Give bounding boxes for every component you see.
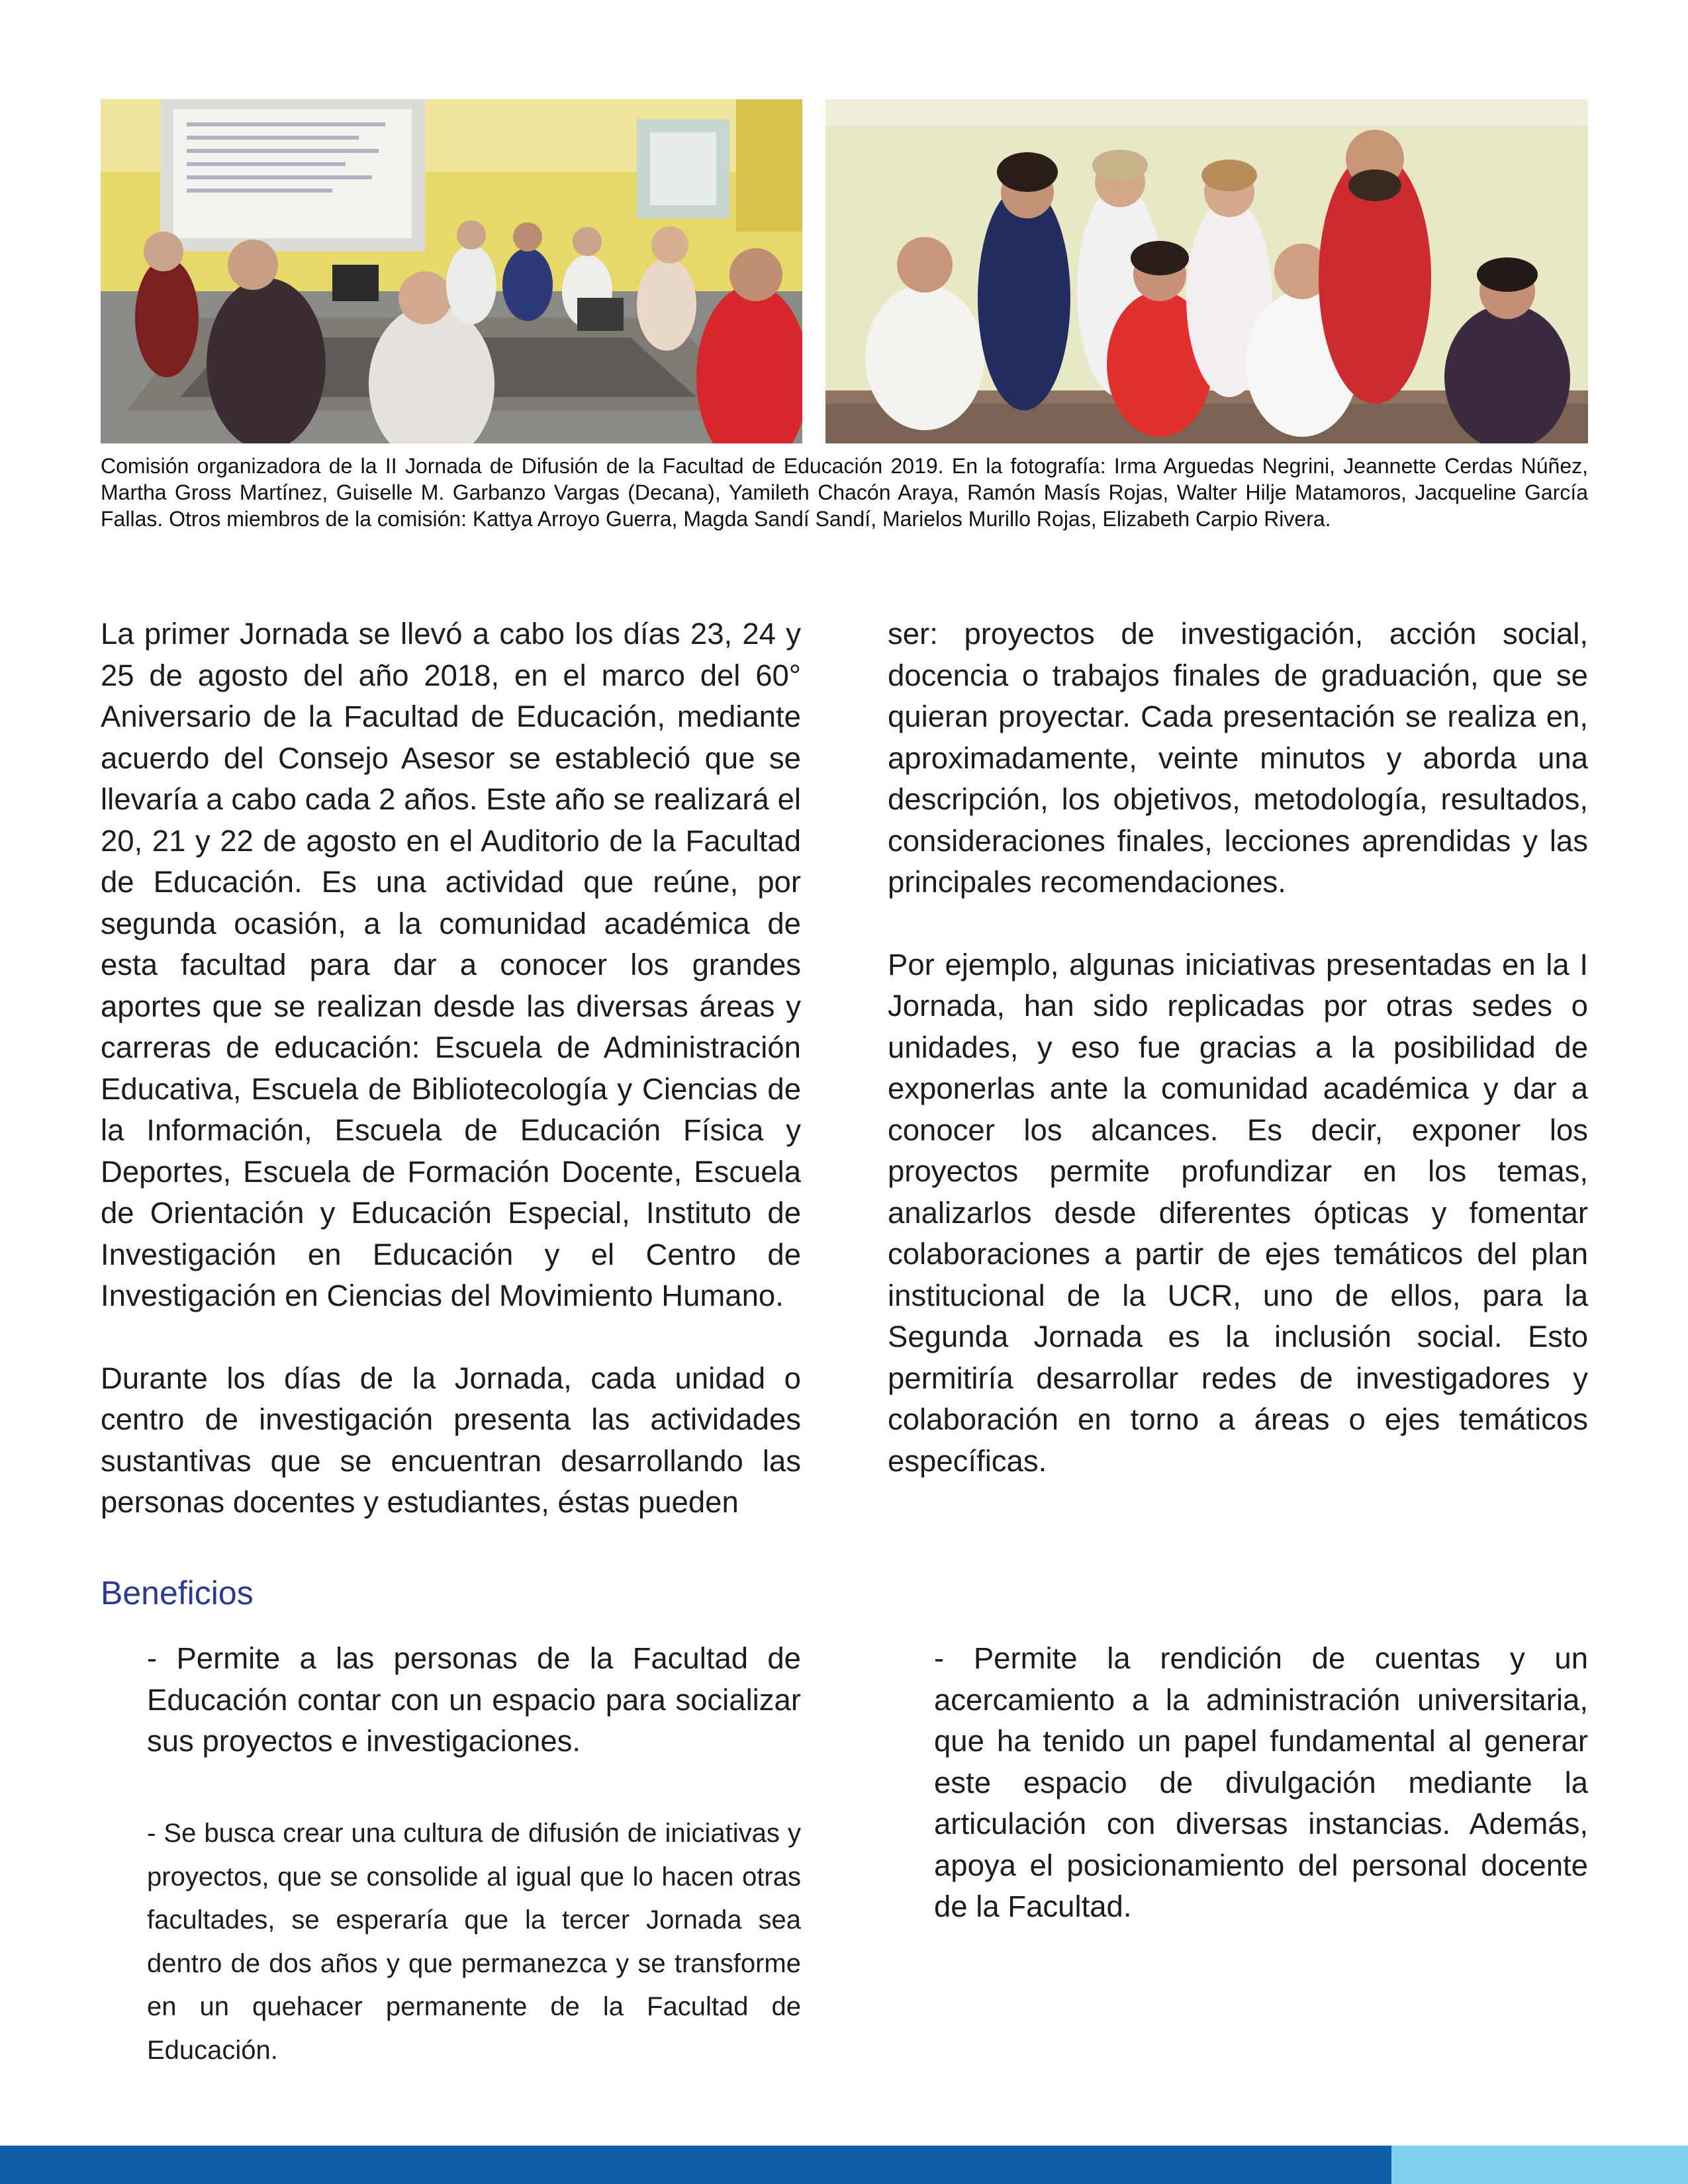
- meeting-room-photo: [101, 99, 802, 443]
- paragraph-projects: ser: proyectos de investigación, acción social, docencia o trabajos finales de graduación, que se quieran proyectar. Cada presentación se realiza en, aproximadamente, veinte minutos y aborda una descripción, los objetivos, metodología, resultados, consideraciones finales, lecciones aprendidas y las principales recomendaciones.: [888, 617, 1588, 899]
- left-column: [101, 614, 801, 1565]
- paragraph-during-jornada: Durante los días de la Jornada, cada unidad o centro de investigación presenta las actividades sustantivas que se encuentran desarrollando las personas docentes y estudiantes, éstas pueden: [101, 1361, 801, 1519]
- group-portrait-image: [825, 99, 1588, 443]
- paragraph-first-jornada: La primer Jornada se llevó a cabo los días 23, 24 y 25 de agosto del año 2018, en el marco del 60° Aniversario de la Facultad de Educación, mediante acuerdo del Consejo Asesor se estableció que se llevaría a cabo cada 2 años. Este año se realizará el 20, 21 y 22 de agosto en el Auditorio de la Facultad de Educación. Es una actividad que reúne, por segunda ocasión, a la comunidad académica de esta facultad para dar a conocer los grandes aportes que se realizan desde las diversas áreas y carreras de educación: Escuela de Administración Educativa, Escuela de Bibliotecología y Ciencias de la Información, Escuela de Educación Física y Deportes, Escuela de Formación Docente, Escuela de Orientación y Educación Especial, Instituto de Investigación en Educación y el Centro de Investigación en Ciencias del Movimiento Humano.: [101, 617, 801, 1312]
- right-column: [888, 614, 1588, 1523]
- paragraph-examples: Por ejemplo, algunas iniciativas presentadas en la I Jornada, han sido replicadas por otras sedes o unidades, y eso fue gracias a la posibilidad de exponerlas ante la comunidad académica y dar a conocer los alcances. Es decir, exponer los proyectos permite profundizar en los temas, analizarlos desde diferentes ópticas y fomentar colaboraciones a partir de ejes temáticos del plan institucional de la UCR, uno de ellos, para la Segunda Jornada es la inclusión social. Esto permitiría desarrollar redes de investigadores y colaboración en torno a áreas o ejes temáticos específicas.: [888, 947, 1588, 1478]
- footer-bar: [0, 2146, 1391, 2184]
- benefit-item-accountability: - Permite la rendición de cuentas y un acercamiento a la administración universitaria, que ha tenido un papel fundamental al generar este espacio de divulgación mediante la articulación con diversas instancias. Además, apoya el posicionamiento del personal docente de la Facultad.: [934, 1641, 1588, 1923]
- meeting-room-image: [101, 99, 802, 443]
- benefits-heading: Beneficios: [101, 1574, 254, 1612]
- group-portrait-photo: [825, 99, 1588, 443]
- benefit-item-culture: - Se busca crear una cultura de difusión de iniciativas y proyectos, que se consolide al igual que lo hacen otras facultades, se esperaría que la tercer Jornada sea dentro de dos años y que permanezca y se transforme en un quehacer permanente de la Facultad de Educación.: [147, 1819, 801, 2065]
- footer-accent: [1391, 2146, 1688, 2184]
- benefit-item-space: - Permite a las personas de la Facultad de Educación contar con un espacio para socializar sus proyectos e investigaciones.: [147, 1641, 801, 1758]
- photo-caption: Comisión organizadora de la II Jornada de Difusión de la Facultad de Educación 2019. En la fotografía: Irma Arguedas Negrini, Jeannette Cerdas Núñez, Martha Gross Martínez, Guiselle M. Garbanzo Vargas (Decana), Yamileth Chacón Araya, Ramón Masís Rojas, Walter Hilje Matamoros, Jacqueline García Fallas. Otros miembros de la comisión: Kattya Arroyo Guerra, Magda Sandí Sandí, Marielos Murillo Rojas, Elizabeth Carpio Rivera.: [101, 454, 1588, 531]
